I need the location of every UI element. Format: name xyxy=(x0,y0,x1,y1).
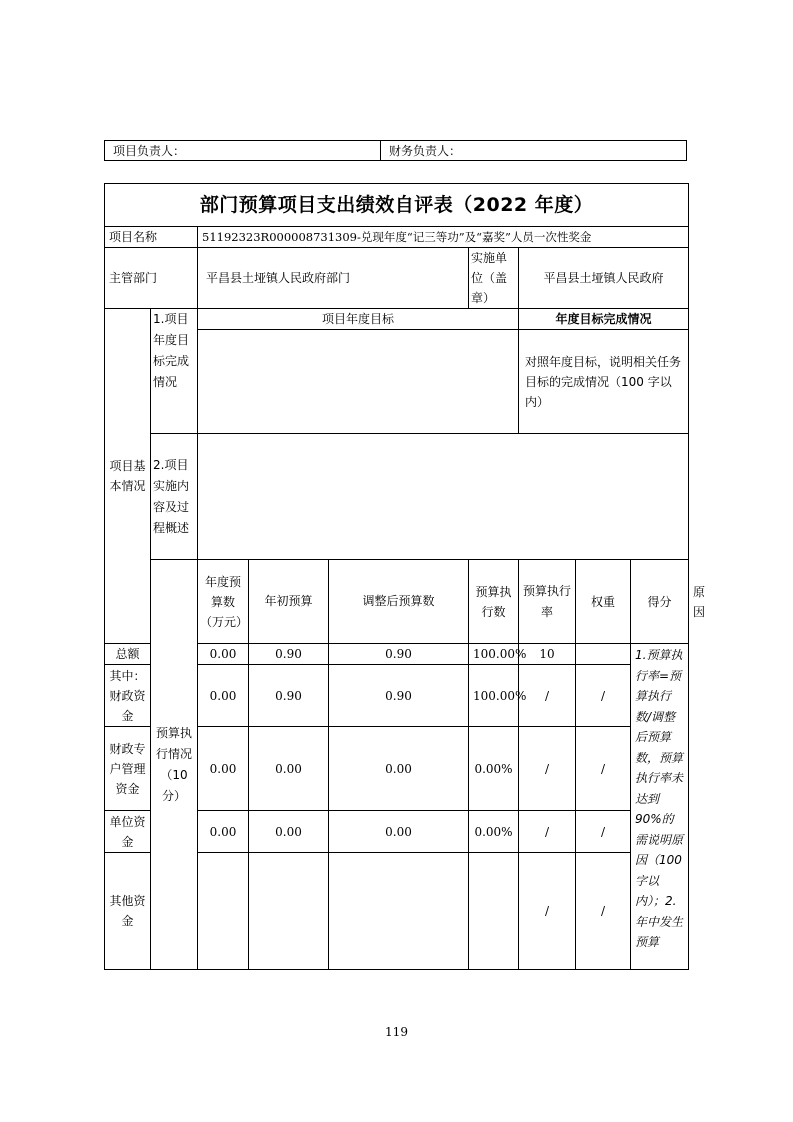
row-label: 总额 xyxy=(105,644,151,665)
row-label: 单位资金 xyxy=(105,811,151,853)
row-weight: / xyxy=(519,665,576,727)
goal-col-header: 项目年度目标 xyxy=(198,309,519,330)
row-rate: 100.00% xyxy=(469,644,519,665)
self-evaluation-table: 部门预算项目支出绩效自评表（2022 年度） 项目名称 51192323R000008731309-兑现年度“记三等功”及“嘉奖”人员一次性奖金 主管部门 平昌县土垭镇人民政府部门 实施单位（盖章） 平昌县土垭镇人民政府 项目基本情况 1.项目年度目标完成情况 项目年度目标 年度目标完成情况 对照年度目标，说明相关任务目标的完成情况（100 字以内） 2.项目实施内容及过程概述 预算执行情况（10分） 年度预算数（万元） 年初预算 调整后预算数 预算执行数 预算执行率 权重 得分 原因 总额 0.00 0.90 0.90 100.00% 10 1.预算执行率=预算执行数/调整后预算数，预算执行率未达到 90%的需说明原因（100 字以内）；2.年中发生预算 其中：财政资金 0.00 0.90 0.90 100.00% / / 财政专户管理资金 0.00 0.00 0.00 0.00% / / 单位资金 0.00 0.00 0.00 0.00% / / 其他资金 / / xyxy=(104,183,689,970)
goal-content xyxy=(198,330,519,434)
row-rate: 0.00% xyxy=(469,811,519,853)
row-score xyxy=(576,644,631,665)
row-rate: 100.00% xyxy=(469,665,519,727)
row-score: / xyxy=(576,727,631,811)
row-rate xyxy=(469,853,519,970)
header-initial: 年初预算 xyxy=(249,560,329,644)
project-lead-field: 项目负责人： xyxy=(105,141,381,160)
header-adjusted: 调整后预算数 xyxy=(329,560,469,644)
row-adjusted: 0.90 xyxy=(249,665,329,727)
row-initial xyxy=(198,853,249,970)
row-adjusted: 0.90 xyxy=(249,644,329,665)
row-weight: / xyxy=(519,727,576,811)
row-score: / xyxy=(576,811,631,853)
row-adjusted: 0.00 xyxy=(249,727,329,811)
completion-col-header: 年度目标完成情况 xyxy=(519,309,689,330)
row-label: 其中：财政资金 xyxy=(105,665,151,727)
row-initial: 0.00 xyxy=(198,811,249,853)
row-executed: 0.00 xyxy=(329,727,469,811)
project-name-label: 项目名称 xyxy=(105,227,198,248)
row-weight: / xyxy=(519,853,576,970)
header-score: 得分 xyxy=(631,560,689,644)
dept-label: 主管部门 xyxy=(105,248,198,309)
row-weight: 10 xyxy=(519,644,576,665)
row-executed: 0.00 xyxy=(329,811,469,853)
row-label: 财政专户管理资金 xyxy=(105,727,151,811)
impl-unit-value: 平昌县土垭镇人民政府 xyxy=(519,248,689,309)
row-weight: / xyxy=(519,811,576,853)
basic-info-label: 项目基本情况 xyxy=(105,309,151,644)
finance-lead-field: 财务负责人： xyxy=(389,144,462,158)
completion-content: 对照年度目标，说明相关任务目标的完成情况（100 字以内） xyxy=(519,330,689,434)
reason-content: 1.预算执行率=预算执行数/调整后预算数，预算执行率未达到 90%的需说明原因（100 字以内）；2.年中发生预算 xyxy=(631,644,689,970)
row-executed xyxy=(329,853,469,970)
row-executed: 0.90 xyxy=(329,644,469,665)
row-initial: 0.00 xyxy=(198,727,249,811)
impl-unit-label: 实施单位（盖章） xyxy=(469,248,519,309)
row-rate: 0.00% xyxy=(469,727,519,811)
row-initial: 0.00 xyxy=(198,665,249,727)
dept-value: 平昌县土垭镇人民政府部门 xyxy=(198,248,469,309)
header-executed: 预算执行数 xyxy=(469,560,519,644)
row-adjusted xyxy=(249,853,329,970)
row-initial: 0.00 xyxy=(198,644,249,665)
row-adjusted: 0.00 xyxy=(249,811,329,853)
header-year-budget: 年度预算数（万元） xyxy=(198,560,249,644)
signature-bar xyxy=(104,140,687,161)
row-executed: 0.90 xyxy=(329,665,469,727)
impl-section-label: 2.项目实施内容及过程概述 xyxy=(151,434,198,560)
impl-content xyxy=(198,434,689,560)
budget-section-label: 预算执行情况（10分） xyxy=(151,560,198,970)
page-number: 119 xyxy=(385,1025,408,1039)
row-score: / xyxy=(576,853,631,970)
row-score: / xyxy=(576,665,631,727)
project-name-value: 51192323R000008731309-兑现年度“记三等功”及“嘉奖”人员一次性奖金 xyxy=(198,227,689,248)
row-label: 其他资金 xyxy=(105,853,151,970)
header-weight: 权重 xyxy=(576,560,631,644)
goal-section-label: 1.项目年度目标完成情况 xyxy=(151,309,198,434)
header-rate: 预算执行率 xyxy=(519,560,576,644)
table-title: 部门预算项目支出绩效自评表（2022 年度） xyxy=(105,184,689,227)
